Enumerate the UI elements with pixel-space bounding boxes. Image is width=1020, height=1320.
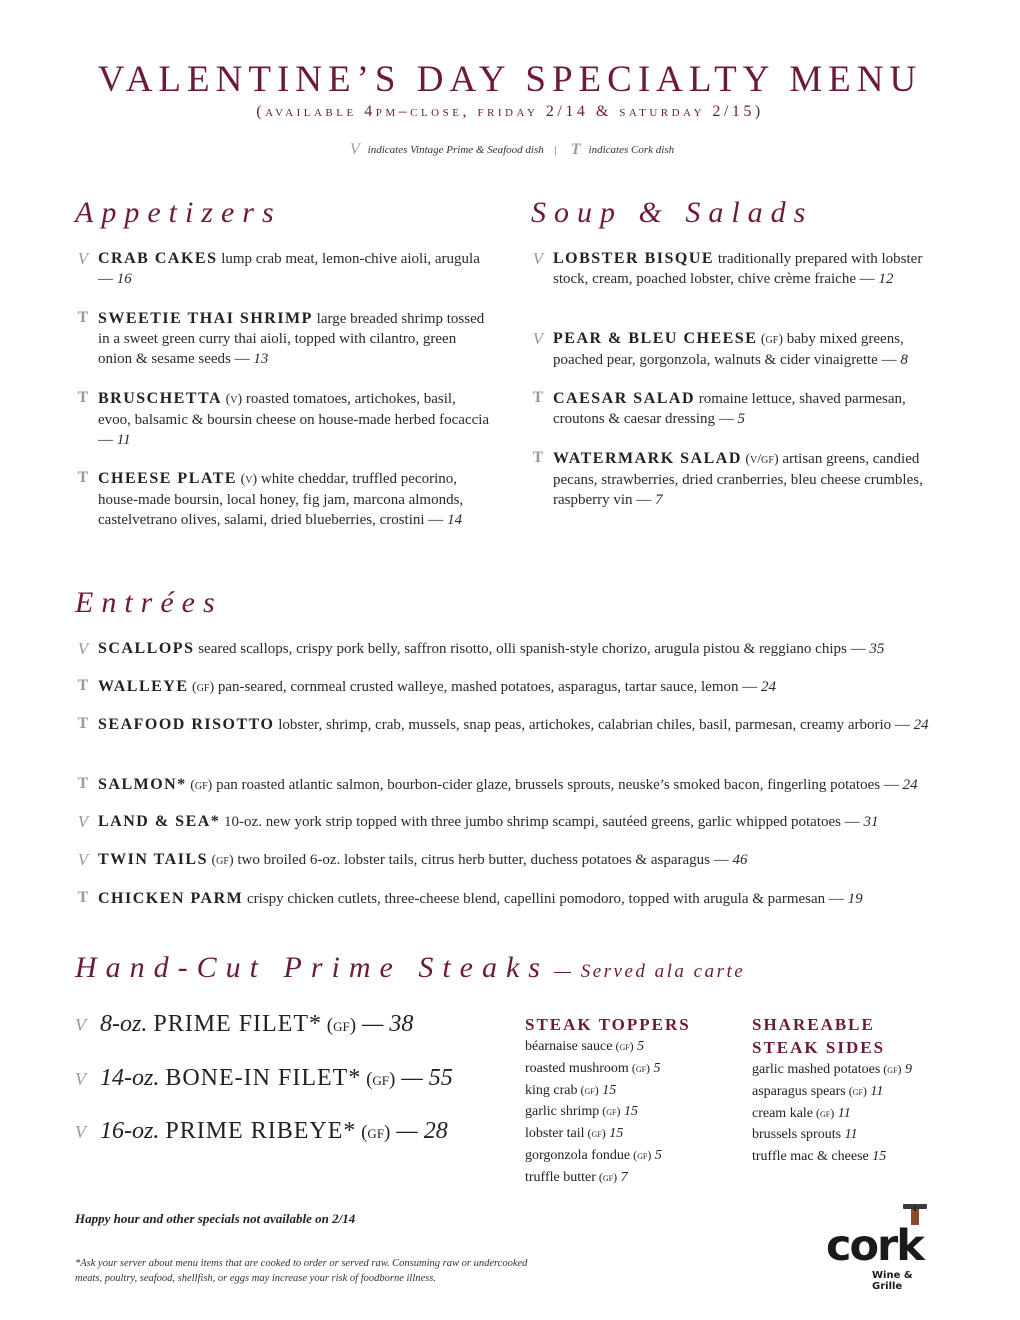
- dietary-tag: (gf): [188, 680, 215, 695]
- dish-price: 5: [737, 411, 746, 427]
- item-name: béarnaise sauce: [525, 1039, 613, 1054]
- steak-sides-list: [752, 1059, 912, 1168]
- dish-description: baby mixed greens, poached pear, gorgonzola, walnuts & cider vinaigrette —: [553, 331, 904, 368]
- dish-description: pan-seared, cornmeal crusted walleye, mashed potatoes, asparagus, tartar sauce, lemon —: [214, 679, 762, 695]
- dietary-tag: (gf): [356, 1122, 391, 1143]
- steak-item: [75, 1065, 453, 1092]
- dish-name: CHEESE PLATE: [98, 470, 238, 487]
- dish-price: 16: [116, 271, 132, 287]
- list-item: [525, 1145, 662, 1167]
- dish-name: CRAB CAKES: [98, 250, 218, 267]
- cork-t-icon: T: [570, 141, 581, 158]
- cork-t-icon: T: [77, 309, 89, 326]
- steak-name: PRIME FILET*: [153, 1011, 323, 1037]
- dish-description: seared scallops, crispy pork belly, saffron risotto, olli spanish-style chorizo, arugula pistou & reggiano chips —: [194, 641, 870, 657]
- dish-description: two broiled 6-oz. lobster tails, citrus herb butter, duchess potatoes & asparagus —: [233, 852, 733, 868]
- dish-name: TWIN TAILS: [98, 851, 208, 868]
- vintage-v-icon: V: [75, 1069, 86, 1089]
- steak-item: [75, 1011, 414, 1038]
- steak-toppers-heading: STEAK TOPPERS: [525, 1015, 691, 1034]
- item-name: brussels sprouts: [752, 1127, 842, 1143]
- soups-item: [532, 389, 948, 429]
- dietary-tag: (gf): [322, 1015, 357, 1036]
- legend-cork-text: indicates Cork dish: [588, 144, 675, 156]
- dish-description: romaine lettuce, shaved parmesan, croutons & caesar dressing —: [553, 391, 906, 427]
- dish-name: CAESAR SALAD: [553, 390, 696, 407]
- item-price: 15: [872, 1149, 887, 1165]
- item-price: 5: [653, 1060, 661, 1076]
- entrees-item: [77, 775, 958, 796]
- list-item: [525, 1101, 662, 1123]
- item-price: 5: [654, 1147, 662, 1163]
- menu-title: VALENTINE’S DAY SPECIALTY MENU: [97, 59, 923, 100]
- entrees-item: [77, 889, 958, 909]
- appetizers-heading: Appetizers: [75, 196, 282, 229]
- raw-food-disclaimer: *Ask your server about menu items that are cooked to order or served raw. Consuming raw or undercooked meats, poultry, seafood, shellfish, or eggs may increase your risk of foodborne illness.: [75, 1258, 528, 1284]
- cork-t-icon: T: [77, 389, 89, 406]
- vintage-v-icon: V: [77, 812, 89, 831]
- entrees-item: [77, 639, 958, 659]
- dish-description: large breaded shrimp tossed in a sweet green curry thai aioli, topped with cilantro, green onion & sesame seeds —: [98, 311, 485, 367]
- steak-separator: —: [390, 1118, 424, 1144]
- dish-name: WALLEYE: [98, 678, 189, 695]
- dietary-tag: (gf): [361, 1069, 396, 1090]
- vintage-v-icon: V: [75, 1122, 86, 1142]
- dietary-tag: (v): [237, 472, 258, 487]
- item-price: 15: [609, 1126, 624, 1142]
- soup-salads-heading: Soup & Salads: [531, 196, 814, 229]
- dish-description: white cheddar, truffled pecorino, house-made boursin, local honey, fig jam, marcona almonds, castelvetrano olives, salami, dried blueberries, crostini —: [98, 471, 464, 528]
- cork-t-icon: T: [532, 389, 544, 406]
- dish-price: 12: [878, 271, 894, 287]
- dish-description: artisan greens, candied pecans, strawberries, dried cranberries, bleu cheese crumbles, raspberry vin —: [553, 451, 923, 508]
- dish-description: pan roasted atlantic salmon, bourbon-cider glaze, brussels sprouts, neuske’s smoked bacon, fingerling potatoes —: [212, 777, 903, 793]
- dish-price: 8: [900, 352, 908, 368]
- vintage-v-icon: V: [75, 1015, 86, 1035]
- steak-sides-heading-line2: STEAK SIDES: [752, 1038, 886, 1057]
- list-item: [525, 1123, 662, 1145]
- item-price: 9: [905, 1062, 913, 1077]
- dish-price: 11: [116, 432, 131, 448]
- dish-name: LAND & SEA*: [98, 813, 221, 830]
- legend-separator: |: [553, 144, 557, 156]
- steak-size: 8-oz.: [100, 1011, 148, 1037]
- steak-size: 16-oz.: [100, 1118, 160, 1144]
- vintage-v-icon: V: [532, 249, 544, 268]
- list-item: [752, 1146, 912, 1168]
- steak-size: 14-oz.: [100, 1065, 160, 1091]
- entrees-item: [77, 677, 958, 698]
- item-price: 11: [837, 1105, 851, 1121]
- dietary-tag: (gf): [577, 1082, 599, 1097]
- cork-t-icon: T: [77, 715, 89, 732]
- legend-vintage-text: indicates Vintage Prime & Seafood dish: [367, 144, 544, 156]
- dish-price: 24: [902, 777, 918, 793]
- entrees-item: [77, 812, 958, 832]
- dish-description: lump crab meat, lemon-chive aioli, arugula —: [98, 251, 480, 287]
- dietary-tag: (gf): [595, 1169, 618, 1184]
- steak-sides-heading-line1: SHAREABLE: [752, 1015, 875, 1034]
- soups-item: [532, 249, 948, 289]
- vintage-v-icon: V: [77, 249, 89, 268]
- item-price: 15: [602, 1082, 617, 1098]
- entrees-heading: Entrées: [75, 586, 223, 619]
- dietary-tag: (gf): [813, 1105, 835, 1120]
- dish-price: 19: [847, 891, 863, 907]
- dish-description: roasted tomatoes, artichokes, basil, evoo, balsamic & boursin cheese on house-made herbed focaccia —: [98, 391, 490, 448]
- dish-name: SEAFOOD RISOTTO: [98, 716, 275, 733]
- dietary-tag: (v): [222, 392, 243, 407]
- item-price: 11: [870, 1083, 884, 1099]
- list-item: [752, 1081, 912, 1103]
- steaks-heading: Hand-Cut Prime Steaks: [75, 951, 549, 984]
- dish-name: CHICKEN PARM: [98, 890, 244, 907]
- steaks-heading-note: — Served ala carte: [554, 961, 746, 982]
- list-item: [525, 1080, 662, 1102]
- dietary-tag: (gf): [599, 1104, 621, 1119]
- cork-t-icon: T: [77, 775, 89, 792]
- icon-legend: [0, 141, 1020, 159]
- dish-name: WATERMARK SALAD: [553, 450, 742, 467]
- cork-t-icon: T: [77, 889, 89, 906]
- dietary-tag: (gf): [757, 332, 783, 347]
- vintage-v-icon: V: [532, 329, 544, 348]
- cork-t-icon: T: [77, 677, 89, 694]
- appetizers-item: [77, 389, 490, 450]
- list-item: [525, 1036, 662, 1058]
- entrees-item: [77, 850, 958, 871]
- steaks-heading-row: [75, 951, 745, 985]
- vintage-v-icon: V: [349, 141, 360, 158]
- steak-separator: —: [395, 1065, 429, 1091]
- item-name: truffle mac & cheese: [752, 1149, 869, 1165]
- dish-price: 7: [655, 492, 663, 508]
- dish-price: 35: [869, 641, 885, 657]
- list-item: [525, 1058, 662, 1080]
- item-name: king crab: [525, 1082, 578, 1098]
- dish-price: 13: [253, 351, 269, 367]
- list-item: [752, 1103, 912, 1125]
- vintage-v-icon: V: [77, 850, 89, 869]
- dish-name: BRUSCHETTA: [98, 390, 223, 407]
- dish-description: lobster, shrimp, crab, mussels, snap peas, artichokes, calabrian chiles, basil, parmesan, creamy arborio —: [274, 717, 914, 733]
- menu-subtitle: (available 4pm–close, friday 2/14 & saturday 2/15): [256, 103, 764, 120]
- dish-description: 10-oz. new york strip topped with three jumbo shrimp scampi, sautéed greens, garlic whipped potatoes —: [220, 814, 864, 830]
- dietary-tag: (gf): [208, 853, 234, 868]
- list-item: [752, 1124, 912, 1146]
- item-name: lobster tail: [525, 1126, 585, 1142]
- item-price: 15: [623, 1104, 638, 1120]
- dish-price: 14: [447, 512, 463, 528]
- dietary-tag: (gf): [628, 1060, 651, 1075]
- item-name: truffle butter: [525, 1169, 596, 1185]
- cork-t-icon: T: [532, 449, 544, 466]
- dietary-tag: (gf): [612, 1039, 634, 1053]
- item-price: 5: [637, 1039, 645, 1054]
- steak-toppers-list: [525, 1036, 662, 1189]
- appetizers-item: [77, 249, 490, 289]
- dish-name: LOBSTER BISQUE: [553, 250, 715, 267]
- dietary-tag: (gf): [880, 1062, 902, 1076]
- cork-logo: [826, 1202, 946, 1292]
- item-price: 11: [844, 1127, 858, 1143]
- dietary-tag: (gf): [630, 1147, 652, 1162]
- vintage-v-icon: V: [77, 639, 89, 658]
- item-name: garlic mashed potatoes: [752, 1062, 881, 1077]
- dish-name: SCALLOPS: [98, 640, 195, 657]
- item-name: cream kale: [752, 1105, 814, 1121]
- dish-description: crispy chicken cutlets, three-cheese blend, capellini pomodoro, topped with arugula & parmesan —: [243, 891, 848, 907]
- dish-price: 31: [863, 814, 879, 830]
- soups-item: [532, 329, 948, 370]
- happy-hour-note: Happy hour and other specials not available on 2/14: [75, 1211, 356, 1226]
- item-name: gorgonzola fondue: [525, 1147, 631, 1163]
- steak-separator: —: [356, 1011, 390, 1037]
- item-name: garlic shrimp: [525, 1104, 600, 1120]
- dish-name: PEAR & BLEU CHEESE: [553, 330, 758, 347]
- steak-price: 55: [428, 1065, 453, 1091]
- dietary-tag: (v/gf): [741, 452, 779, 467]
- steak-sides-heading: [752, 1013, 885, 1059]
- dish-description: traditionally prepared with lobster stock, cream, poached lobster, chive crème fraiche —: [553, 251, 923, 287]
- steak-price: 28: [423, 1118, 448, 1144]
- item-price: 7: [620, 1169, 628, 1185]
- list-item: [525, 1167, 662, 1189]
- dish-price: 24: [913, 717, 929, 733]
- steak-name: PRIME RIBEYE*: [165, 1118, 357, 1144]
- dish-price: 24: [761, 679, 777, 695]
- cork-t-icon: T: [77, 469, 89, 486]
- logo-wordmark: cork: [826, 1221, 923, 1271]
- steak-price: 38: [389, 1011, 414, 1037]
- list-item: [752, 1059, 912, 1081]
- dish-name: SWEETIE THAI SHRIMP: [98, 310, 313, 327]
- appetizers-item: [77, 309, 490, 369]
- dish-price: 46: [732, 852, 748, 868]
- item-name: asparagus spears: [752, 1083, 846, 1099]
- steak-item: [75, 1118, 448, 1145]
- steak-name: BONE-IN FILET*: [165, 1065, 362, 1091]
- dietary-tag: (gf): [845, 1083, 867, 1098]
- dietary-tag: (gf): [584, 1126, 606, 1141]
- dish-name: SALMON*: [98, 776, 187, 793]
- logo-tagline: Wine & Grille: [872, 1270, 913, 1292]
- appetizers-item: [77, 469, 490, 530]
- entrees-item: [77, 715, 958, 735]
- dietary-tag: (gf): [186, 778, 213, 793]
- item-name: roasted mushroom: [525, 1060, 629, 1076]
- soups-item: [532, 449, 948, 510]
